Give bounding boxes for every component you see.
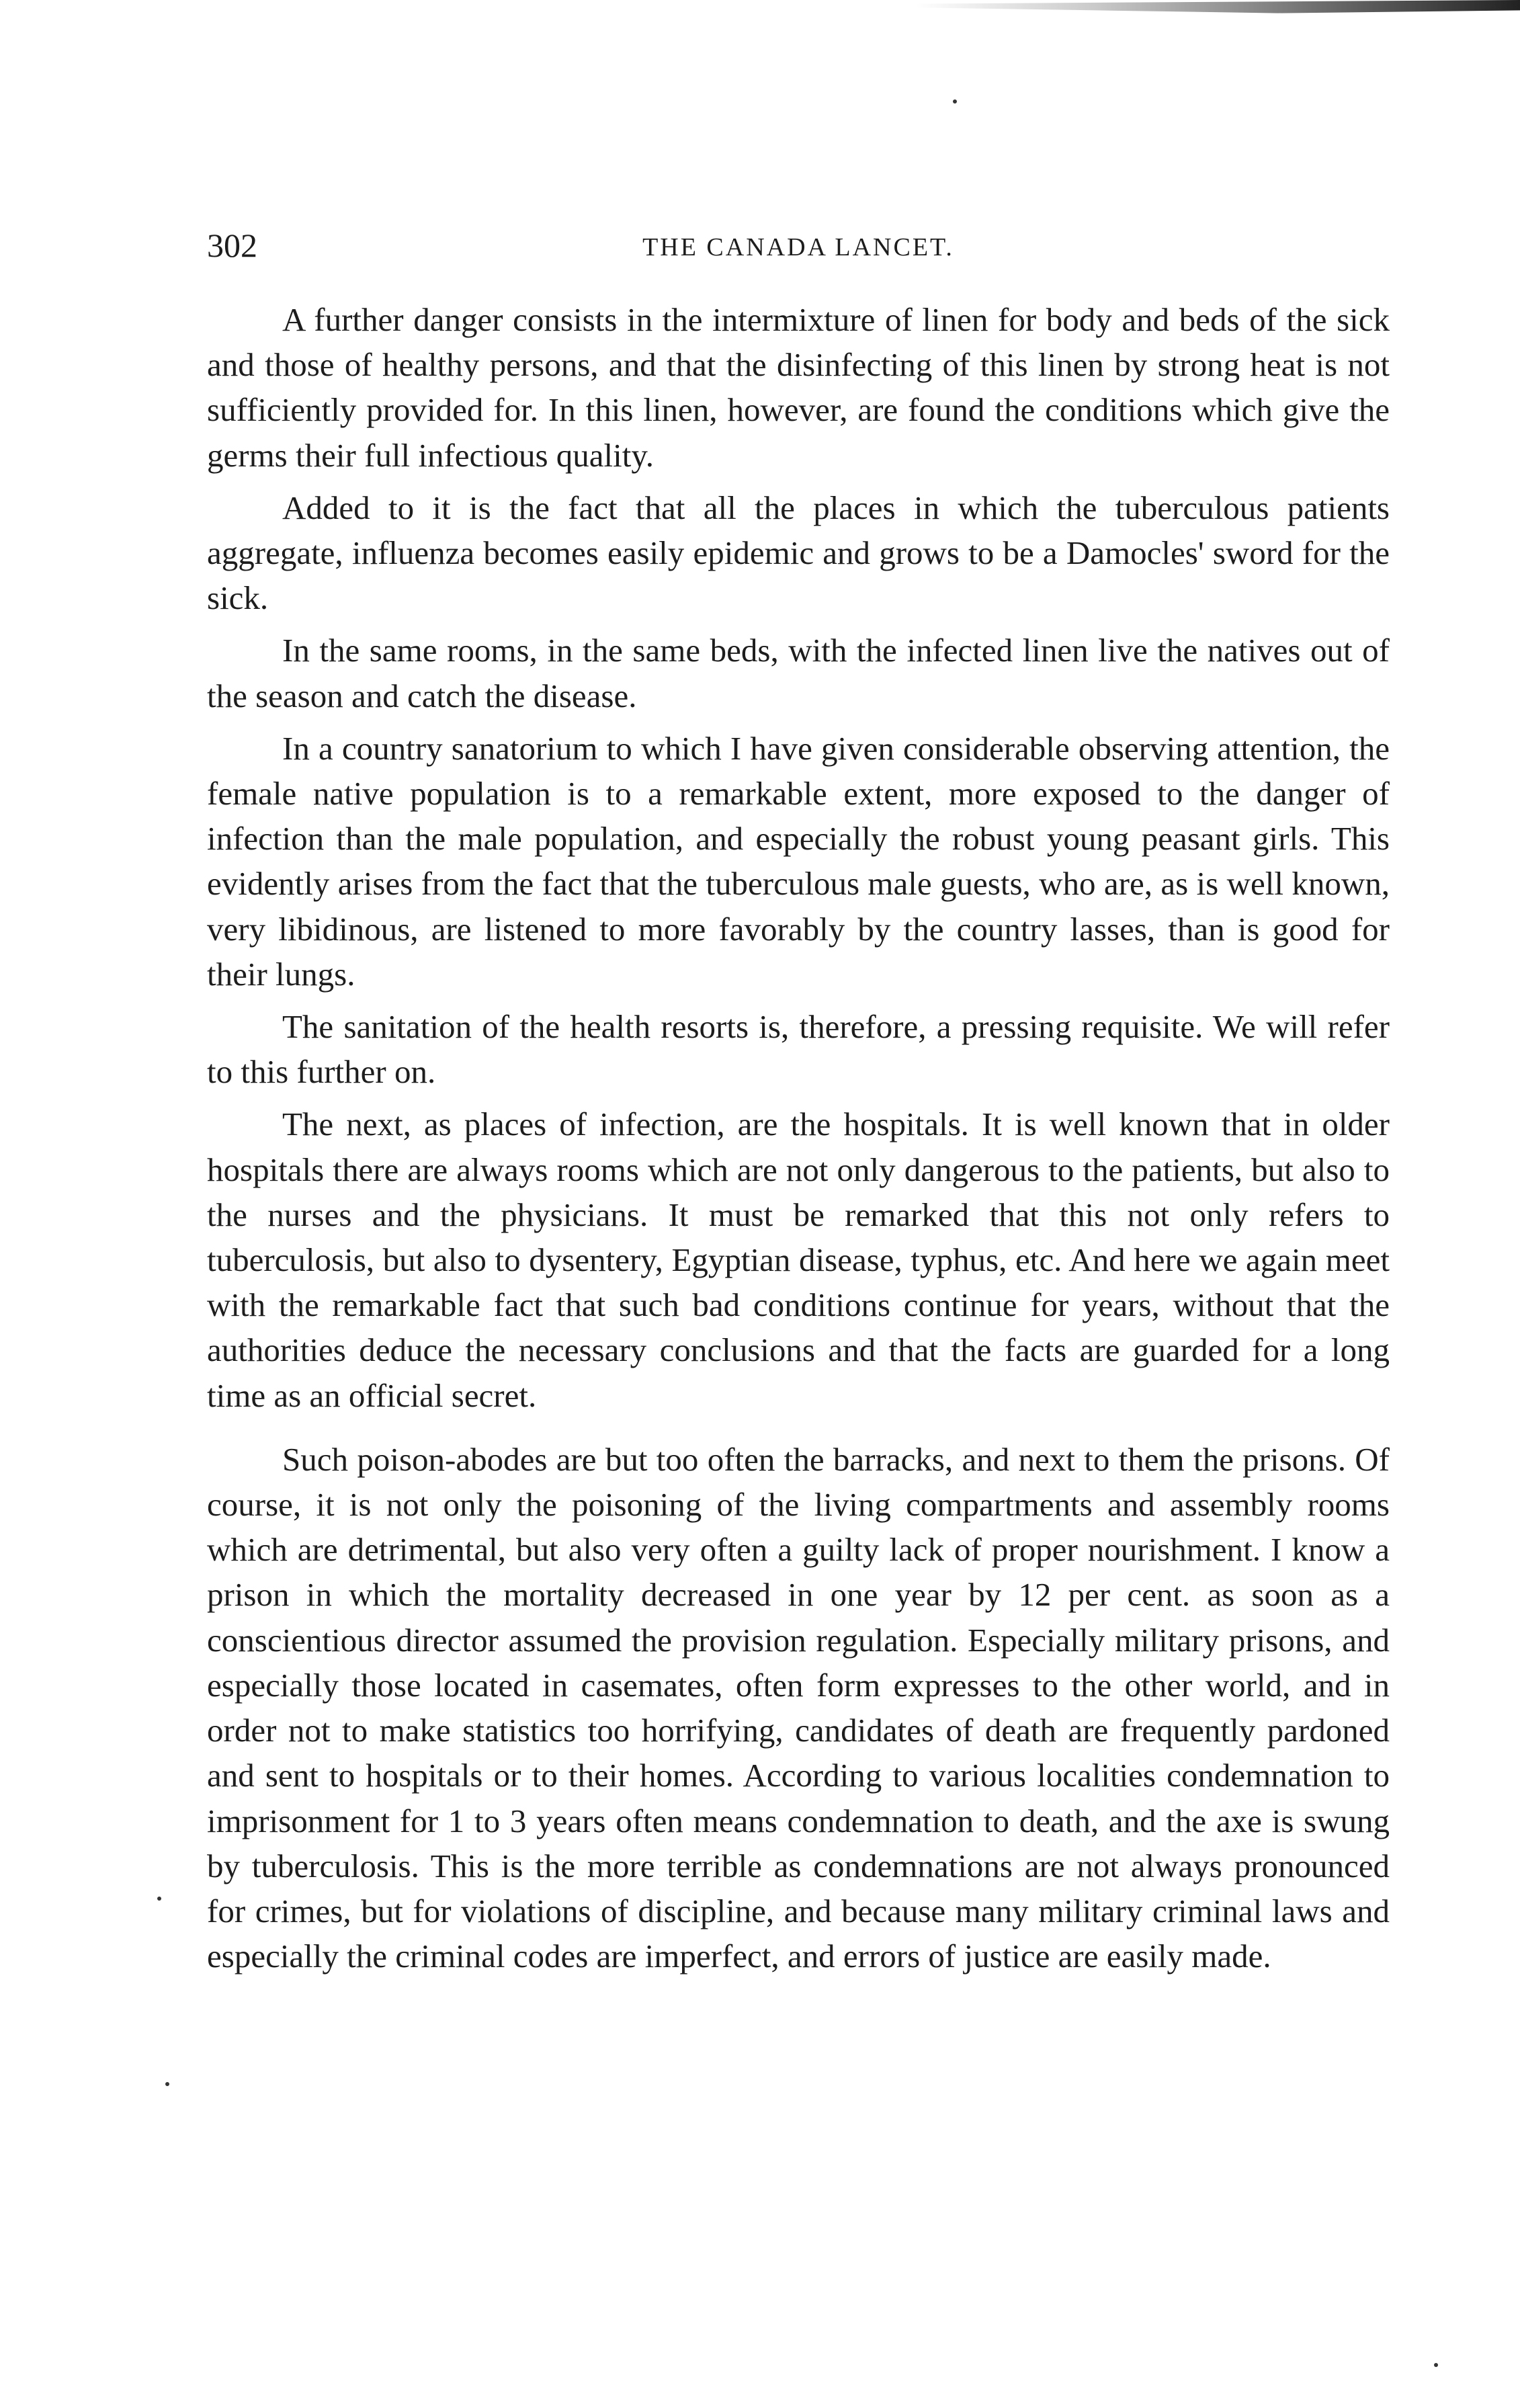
page-header (207, 222, 1390, 269)
paragraph: In a country sanatorium to which I have given considerable observing attention, the female native population is to a remarkable extent, more exposed to the danger of infection than the male population, and especially the robust young peasant girls. This evidently arises from the fact that the tuberculous male guests, who are, as is well known, very libidinous, are listened to more favorably by the country lasses, than is good for their lungs. (207, 729, 1390, 993)
paragraph: Such poison-abodes are but too often the barracks, and next to them the prisons. Of course, it is not only the poisoning of the living compartments and assembly rooms which are detrimental, but also very often a guilty lack of proper nourishment. I know a prison in which the mortality decreased in one year by 12 per cent. as soon as a conscientious director assumed the provision regulation. Especially military prisons, and especially those located in casemates, often form expresses to the other world, and in order not to make statistics too horrifying, candidates of death are frequently pardoned and sent to hospitals or to their homes. According to various localities condemnation to imprisonment for 1 to 3 years often means condemnation to death, and the axe is swung by tuberculosis. This is the more terrible as condemnations are not always pronounced for crimes, but for violations of discipline, and because many military criminal laws and especially the criminal codes are imperfect, and errors of justice are easily made. (207, 1440, 1390, 1975)
paragraph: The sanitation of the health resorts is, therefore, a pressing requisite. We will refer to this further on. (207, 1008, 1390, 1091)
paragraph: In the same rooms, in the same beds, with the infected linen live the natives out of the season and catch the disease. (207, 632, 1390, 714)
scan-speck (165, 2082, 169, 2086)
running-head: THE CANADA LANCET. (642, 233, 954, 261)
article-body (207, 297, 1390, 1986)
scan-speck (157, 1897, 161, 1901)
page-number: 302 (207, 226, 257, 264)
scan-speck (953, 99, 957, 103)
scan-speck (1434, 2363, 1438, 2367)
paragraph: Added to it is the fact that all the places in which the tuberculous patients aggregate, influenza becomes easily epidemic and grows to be a Damocles' sword for the sick. (207, 489, 1390, 617)
paragraph: A further danger consists in the intermixture of linen for body and beds of the sick and those of healthy persons, and that the disinfecting of this linen by strong heat is not sufficiently provided for. In this linen, however, are found the conditions which give the germs their full infectious quality. (207, 301, 1390, 474)
paragraph: The next, as places of infection, are the hospitals. It is well known that in older hospitals there are always rooms which are not only dangerous to the patients, but also to the nurses and the physicians. It must be remarked that this not only refers to tuberculosis, but also to dysentery, Egyptian disease, typhus, etc. And here we again meet with the remarkable fact that such bad conditions continue for years, without that the authorities deduce the necessary conclusions and that the facts are guarded for a long time as an official secret. (207, 1106, 1390, 1414)
scan-edge-mark (915, 0, 1520, 19)
